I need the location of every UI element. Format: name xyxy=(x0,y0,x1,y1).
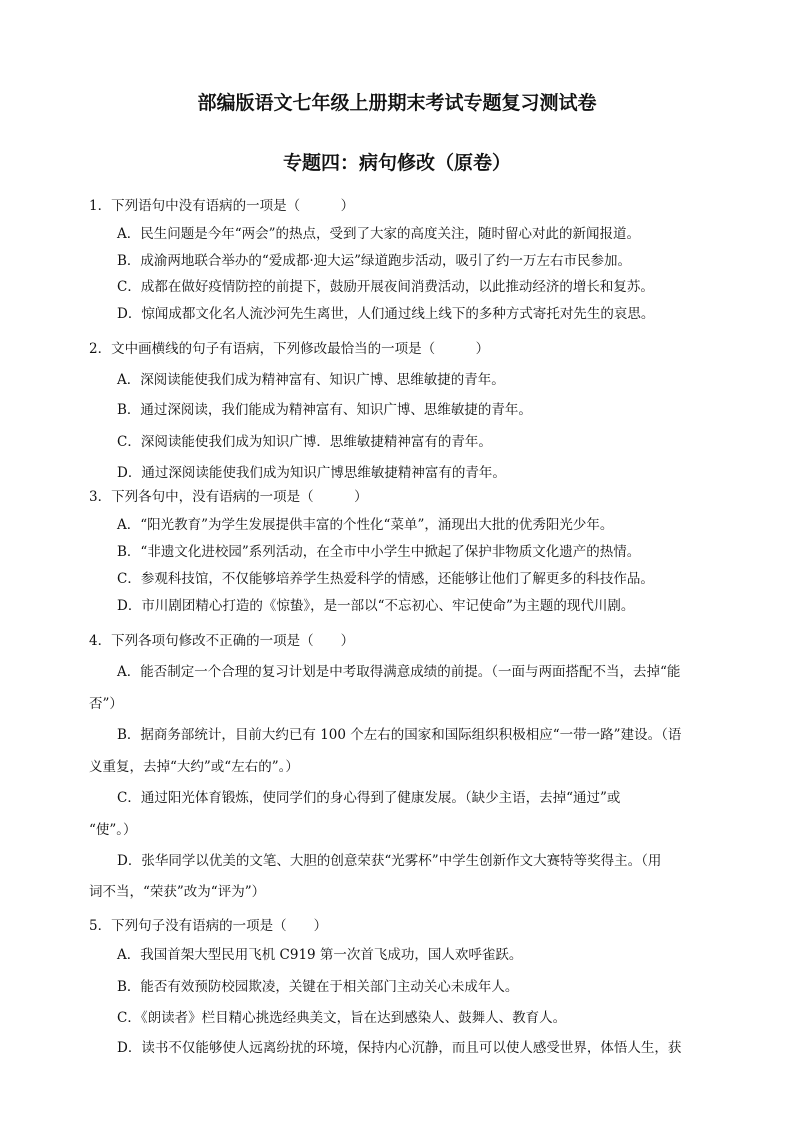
question-5-stem: 5．下列句子没有语病的一项是（ ） xyxy=(89,918,328,934)
question-5-option-a: A．我国首架大型民用飞机 C919 第一次首飞成功，国人欢呼雀跃。 xyxy=(117,947,523,963)
question-3-option-b: B．“非遗文化进校园”系列活动，在全市中小学生中掀起了保护非物质文化遗产的热情。 xyxy=(117,544,641,560)
question-2-option-c: C．深阅读能使我们成为知识广博．思维敏捷精神富有的青年。 xyxy=(117,434,492,450)
question-1-option-a: A．民生问题是今年“两会”的热点，受到了大家的高度关注，随时留心对此的新闻报道。 xyxy=(117,226,641,242)
question-1-option-c: C．成都在做好疫情防控的前提下，鼓励开展夜间消费活动，以此推动经济的增长和复苏。 xyxy=(117,279,654,295)
question-4-option-d-line-1: D．张华同学以优美的文笔、大胆的创意荣获“光雾杯”中学生创新作文大赛特等奖得主。（用 xyxy=(117,853,662,869)
question-4-option-b-line-2: 义重复，去掉“大约”或“左右的”。） xyxy=(89,759,299,775)
question-4-option-c-line-2: “使”。） xyxy=(89,822,137,838)
question-4-option-b-line-1: B．据商务部统计，目前大约已有 100 个左右的国家和国际组织积极相应“一带一路”建设。（语 xyxy=(117,727,682,743)
question-3-option-c: C．参观科技馆，不仅能够培养学生热爱科学的情感，还能够让他们了解更多的科技作品。 xyxy=(117,571,654,587)
question-4-option-c-line-1: C．通过阳光体育锻炼，使同学们的身心得到了健康发展。（缺少主语，去掉“通过”或 xyxy=(117,790,621,806)
question-4-option-a-line-2: 否”） xyxy=(89,696,123,712)
question-2-stem: 2．文中画横线的句子有语病，下列修改最恰当的一项是（ ） xyxy=(89,341,490,357)
question-5-option-d: D．读书不仅能够使人远离纷扰的环境，保持内心沉静，而且可以使人感受世界，体悟人生，获 xyxy=(117,1040,682,1056)
question-5-option-b: B．能否有效预防校园欺凌，关键在于相关部门主动关心未成年人。 xyxy=(117,979,519,995)
question-1-stem: 1．下列语句中没有语病的一项是（ ） xyxy=(89,198,355,214)
question-2-option-d: D．通过深阅读能使我们成为知识广博思维敏捷精神富有的青年。 xyxy=(117,465,506,481)
document-title: 部编版语文七年级上册期末考试专题复习测试卷 xyxy=(197,92,597,114)
question-3-stem: 3．下列各句中，没有语病的一项是（ ） xyxy=(89,489,368,505)
question-2-option-b: B．通过深阅读，我们能成为精神富有、知识广博、思维敏捷的青年。 xyxy=(117,402,532,418)
question-5-option-c: C．《朗读者》栏目精心挑选经典美文，旨在达到感染人、鼓舞人、教育人。 xyxy=(117,1010,567,1026)
question-2-option-a: A．深阅读能使我们成为精神富有、知识广博、思维敏捷的青年。 xyxy=(117,372,505,388)
question-3-option-d: D．市川剧团精心打造的《惊蛰》，是一部以“不忘初心、牢记使命”为主题的现代川剧。 xyxy=(117,598,635,614)
question-4-option-d-line-2: 词不当，“荣获”改为“评为”） xyxy=(89,884,266,900)
question-1-option-d: D．惊闻成都文化名人流沙河先生离世，人们通过线上线下的多种方式寄托对先生的哀思。 xyxy=(117,306,655,322)
question-1-option-b: B．成渝两地联合举办的“爱成都·迎大运”绿道跑步活动，吸引了约一万左右市民参加。 xyxy=(117,253,632,269)
document-subtitle: 专题四：病句修改（原卷） xyxy=(282,152,511,174)
question-4-option-a-line-1: A．能否制定一个合理的复习计划是中考取得满意成绩的前提。（一面与两面搭配不当，去掉“能 xyxy=(117,664,681,680)
question-3-option-a: A．“阳光教育”为学生发展提供丰富的个性化“菜单”，涌现出大批的优秀阳光少年。 xyxy=(117,517,614,533)
question-4-stem: 4．下列各项句修改不正确的一项是（ ） xyxy=(89,633,355,649)
